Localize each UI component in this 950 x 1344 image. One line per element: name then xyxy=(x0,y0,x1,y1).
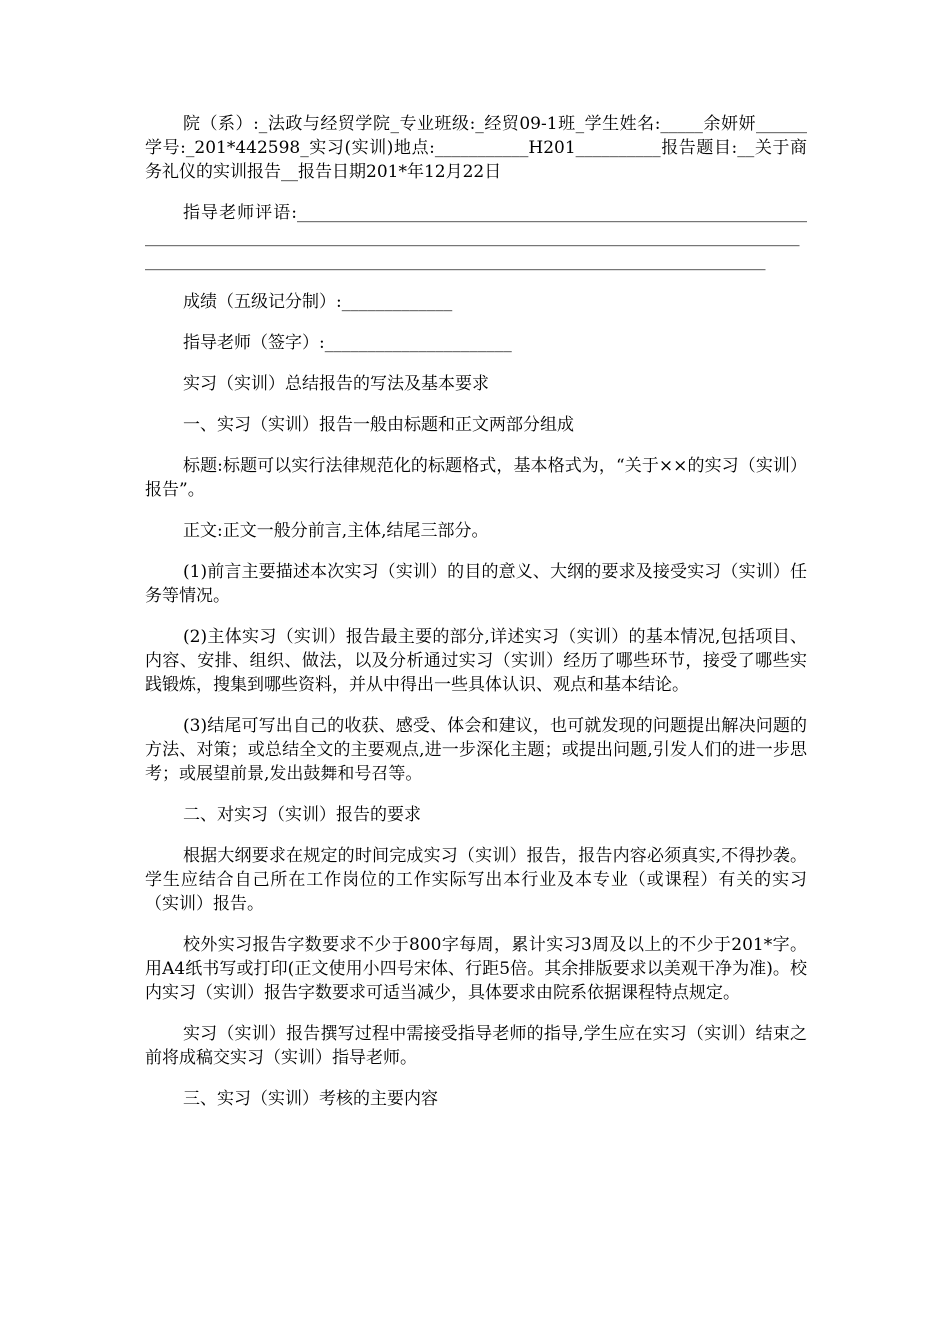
header-info: 院（系）:_法政与经贸学院_专业班级:_经贸09-1班_学生姓名:_____余妍妍______学号:_201*442598_实习(实训)地点:___________H201__________报告题目:__关于商务礼仪的实训报告__报告日期201*年12月22日 xyxy=(145,114,807,182)
body-rule: 正文:正文一般分前言,主体,结尾三部分。 xyxy=(183,521,489,541)
grade-line: 成绩（五级记分制）:_____________ xyxy=(183,292,453,312)
section1-heading: 一、实习（实训）报告一般由标题和正文两部分组成 xyxy=(183,415,574,435)
signature-line: 指导老师（签字）:______________________ xyxy=(183,333,512,353)
document-page xyxy=(145,112,807,1111)
section3-heading: 三、实习（实训）考核的主要内容 xyxy=(183,1089,438,1109)
requirement-paragraph-3: 实习（实训）报告撰写过程中需接受指导老师的指导,学生应在实习（实训）结束之前将成稿交实习（实训）指导老师。 xyxy=(145,1024,807,1068)
item-2: (2)主体实习（实训）报告最主要的部分,详述实习（实训）的基本情况,包括项目、内容、安排、组织、做法，以及分析通过实习（实训）经历了哪些环节，接受了哪些实践锻炼，搜集到哪些资料，并从中得出一些具体认识、观点和基本结论。 xyxy=(145,627,807,695)
item-3: (3)结尾可写出自己的收获、感受、体会和建议，也可就发现的问题提出解决问题的方法、对策；或总结全文的主要观点,进一步深化主题；或提出问题,引发人们的进一步思考；或展望前景,发出鼓舞和号召等。 xyxy=(145,716,807,784)
section2-heading: 二、对实习（实训）报告的要求 xyxy=(183,805,421,825)
item-1: (1)前言主要描述本次实习（实训）的目的意义、大纲的要求及接受实习（实训）任务等情况。 xyxy=(145,562,807,606)
title-rule: 标题:标题可以实行法律规范化的标题格式，基本格式为，“关于××的实习（实训）报告”。 xyxy=(145,456,807,500)
guide-title: 实习（实训）总结报告的写法及基本要求 xyxy=(183,374,489,394)
requirement-paragraph-2: 校外实习报告字数要求不少于800字每周，累计实习3周及以上的不少于201*字。用A4纸书写或打印(正文使用小四号宋体、行距5倍。其余排版要求以美观干净为准)。校内实习（实训）报告字数要求可适当减少，具体要求由院系依据课程特点规定。 xyxy=(145,935,807,1003)
teacher-comment: 指导老师评语:__________________________________________________________________________________________________________________________________________________________________________________________________________________ xyxy=(145,203,807,271)
requirement-paragraph-1: 根据大纲要求在规定的时间完成实习（实训）报告，报告内容必须真实,不得抄袭。学生应结合自己所在工作岗位的工作实际写出本行业及本专业（或课程）有关的实习（实训）报告。 xyxy=(145,846,807,914)
